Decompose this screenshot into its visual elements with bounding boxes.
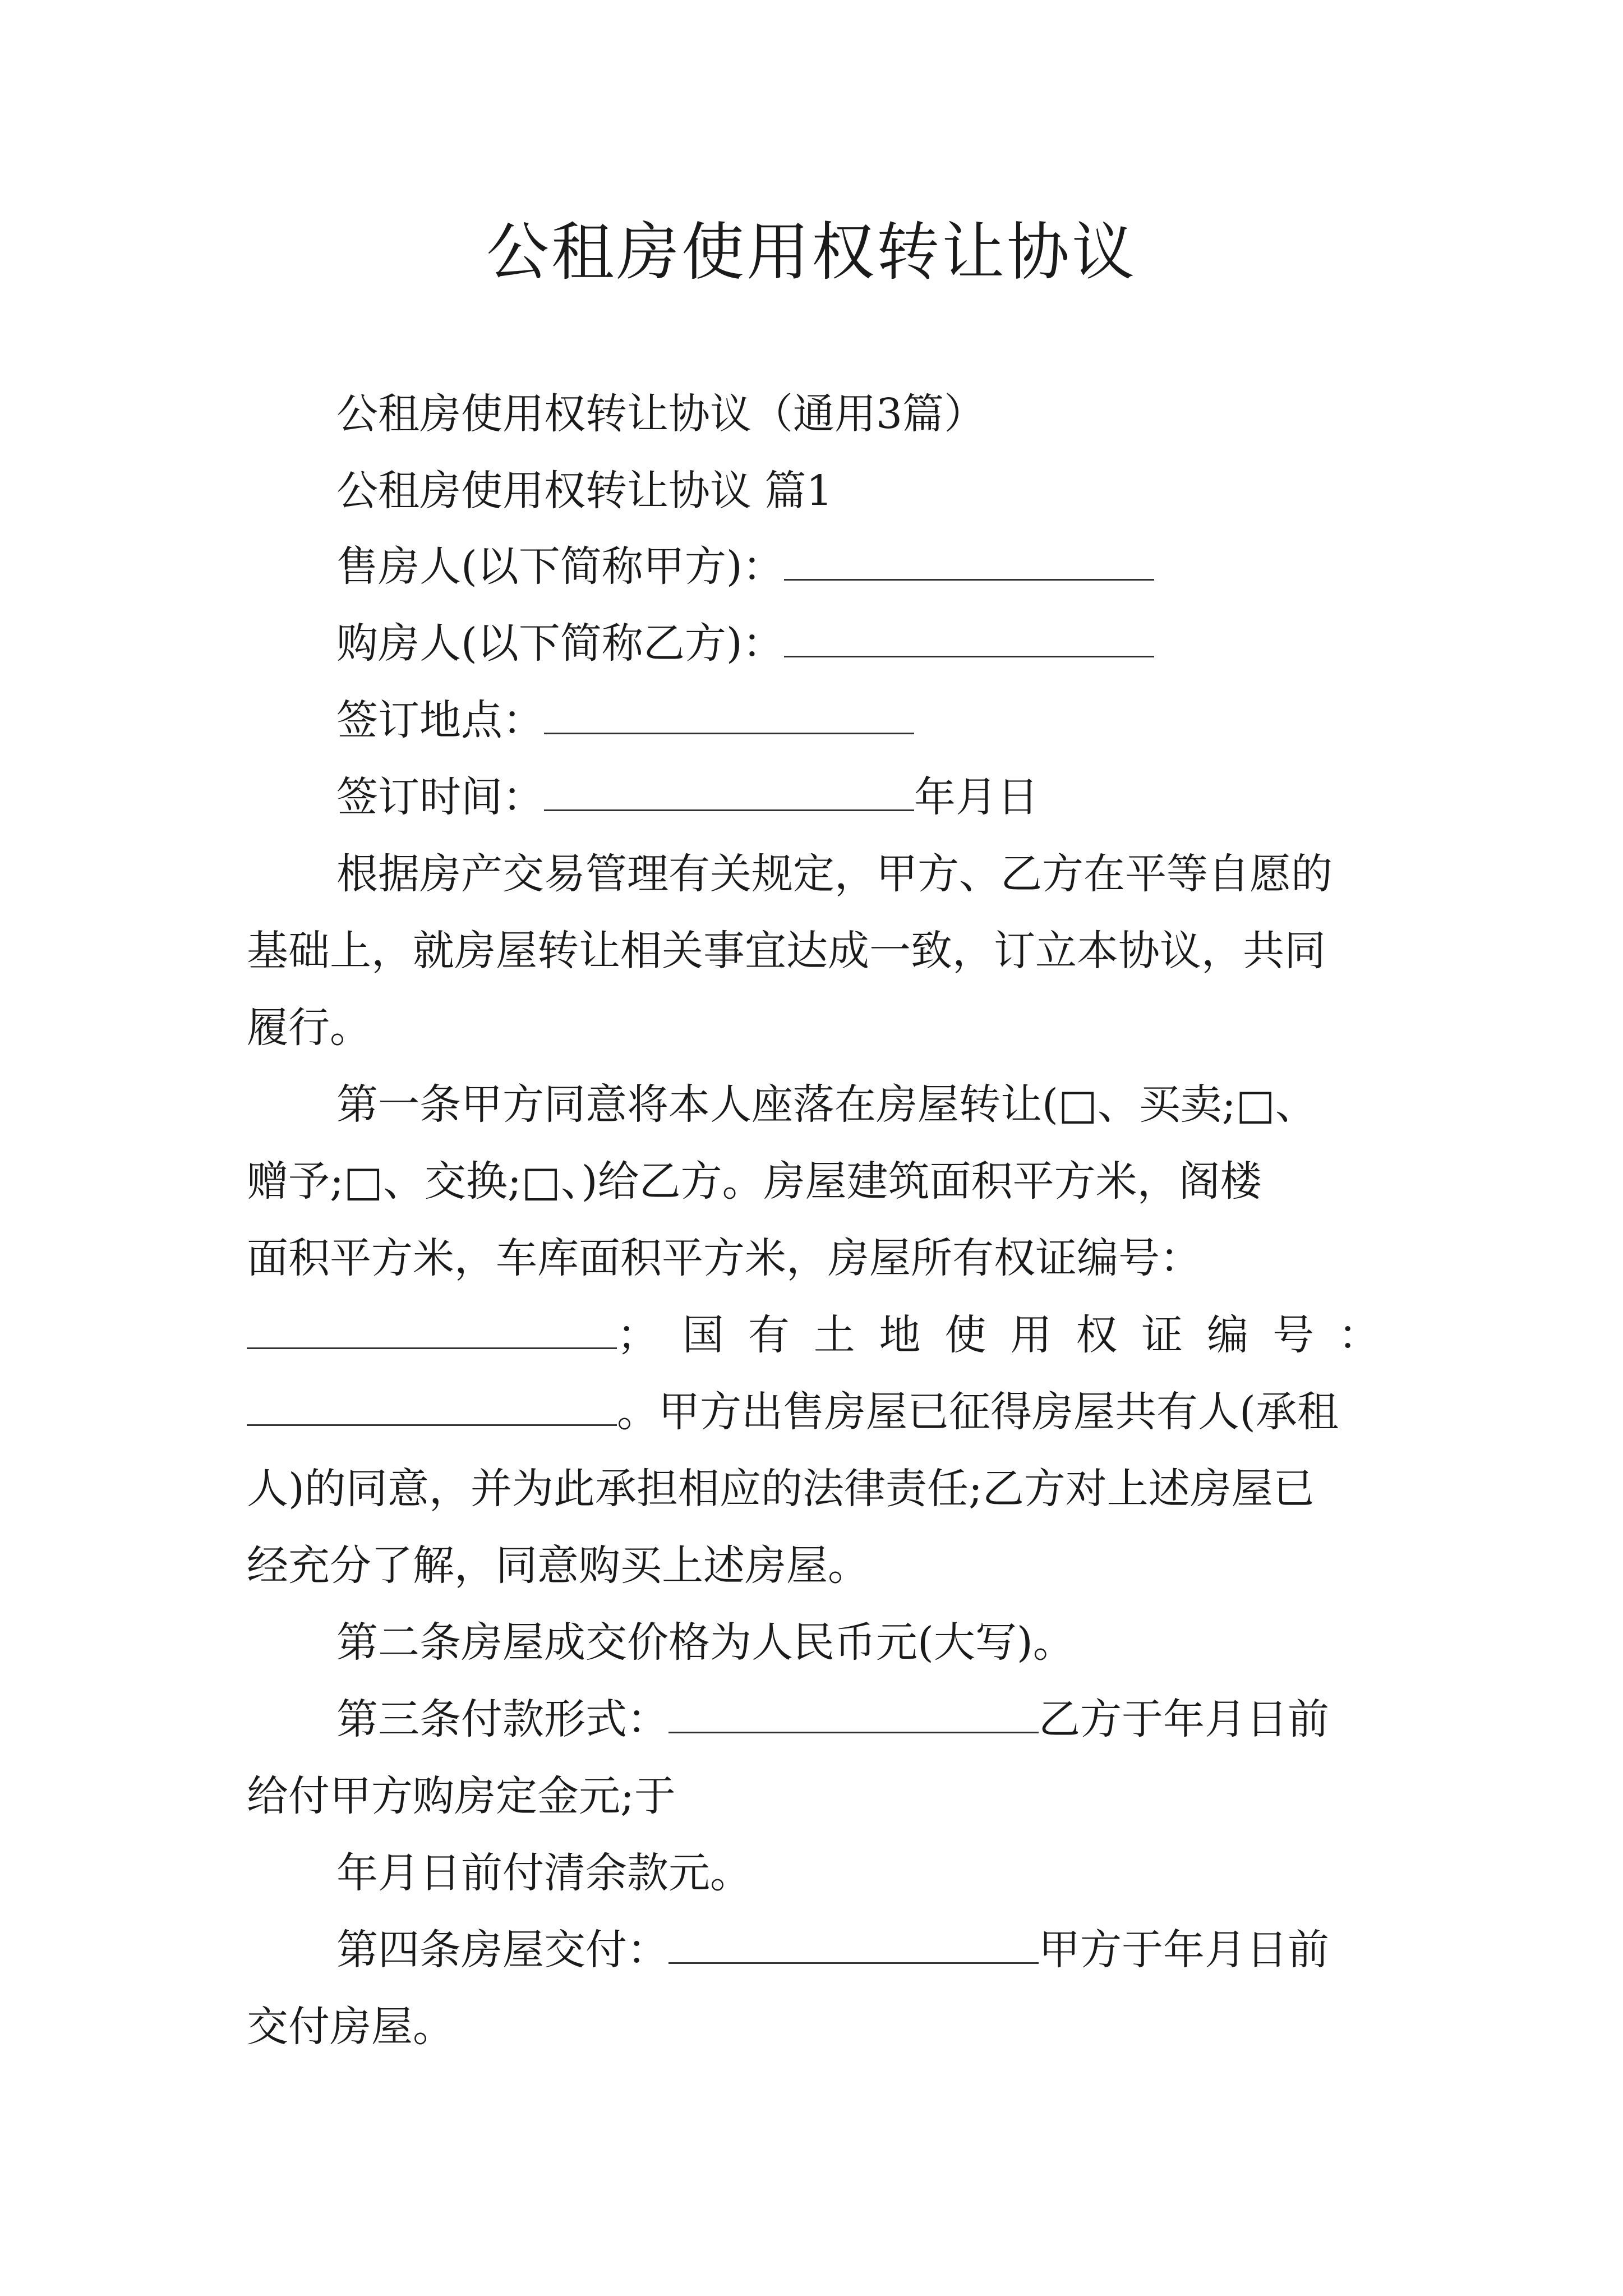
article-3-label: 第三条付款形式： (336, 1695, 668, 1743)
char: 权 (1076, 1311, 1118, 1359)
article-2: 第二条房屋成交价格为人民币元(大写)。 (336, 1618, 1075, 1667)
article-3-line: 年月日前付清余款元。 (336, 1849, 751, 1897)
char: 有 (748, 1311, 790, 1359)
seller-row (336, 539, 1154, 595)
sign-time-row (336, 769, 1039, 825)
char: ： (1338, 1311, 1380, 1359)
sign-place-label: 签订地点： (336, 696, 544, 744)
sign-time-suffix: 年月日 (914, 773, 1039, 821)
buyer-label: 购房人(以下简称乙方)： (336, 619, 784, 668)
sign-time-label: 签订时间： (336, 773, 544, 821)
article-1-line: 人)的同意，并为此承担相应的法律责任;乙方对上述房屋已 (247, 1465, 1315, 1513)
article-1-line: 第一条甲方同意将本人座落在房屋转让(□、买卖;□、 (336, 1080, 1317, 1129)
article-4-suffix: 甲方于年月日前 (1039, 1926, 1329, 1974)
article-4-row (336, 1922, 1329, 1978)
article-1-line (247, 1384, 1339, 1440)
article-3-row (336, 1691, 1329, 1747)
paragraph-line: 根据房产交易管理有关规定，甲方、乙方在平等自愿的 (336, 850, 1332, 898)
ownership-cert-blank[interactable] (247, 1314, 617, 1349)
spread-text (617, 1307, 1380, 1363)
subtitle: 公租房使用权转让协议（通用3篇） (336, 390, 986, 438)
article-1-line: 经充分了解，同意购买上述房屋。 (247, 1542, 869, 1590)
article-4-label: 第四条房屋交付： (336, 1926, 668, 1974)
char: 地 (879, 1311, 921, 1359)
delivery-blank[interactable] (668, 1929, 1039, 1964)
page-title: 公租房使用权转让协议 (486, 216, 1137, 289)
article-3-suffix: 乙方于年月日前 (1039, 1695, 1329, 1743)
char: 土 (813, 1311, 855, 1359)
char: 用 (1010, 1311, 1052, 1359)
section-heading: 公租房使用权转让协议 篇1 (336, 467, 833, 515)
char: 使 (944, 1311, 986, 1359)
land-cert-blank[interactable] (247, 1391, 617, 1426)
article-3-line: 给付甲方购房定金元;于 (247, 1772, 676, 1820)
article-1-text: 。甲方出售房屋已征得房屋共有人(承租 (617, 1388, 1339, 1436)
seller-blank[interactable] (784, 545, 1154, 581)
paragraph-line: 履行。 (247, 1004, 371, 1052)
seller-label: 售房人(以下简称甲方)： (336, 542, 784, 591)
sign-place-blank[interactable] (544, 699, 914, 734)
article-1-line: 面积平方米，车库面积平方米，房屋所有权证编号： (247, 1234, 1201, 1282)
article-4-line: 交付房屋。 (247, 2003, 454, 2051)
article-1-line: 赠予;□、交换;□、)给乙方。房屋建筑面积平方米，阁楼 (247, 1157, 1262, 1205)
buyer-blank[interactable] (784, 622, 1154, 657)
char: ； (617, 1311, 658, 1359)
char: 国 (682, 1311, 724, 1359)
buyer-row (336, 615, 1154, 671)
char: 号 (1272, 1311, 1315, 1359)
sign-time-blank[interactable] (544, 776, 914, 811)
char: 编 (1207, 1311, 1249, 1359)
sign-place-row (336, 692, 914, 748)
paragraph-line: 基础上，就房屋转让相关事宜达成一致，订立本协议，共同 (247, 927, 1326, 975)
char: 证 (1141, 1311, 1183, 1359)
payment-form-blank[interactable] (668, 1698, 1039, 1733)
article-1-land-row (247, 1307, 1380, 1363)
